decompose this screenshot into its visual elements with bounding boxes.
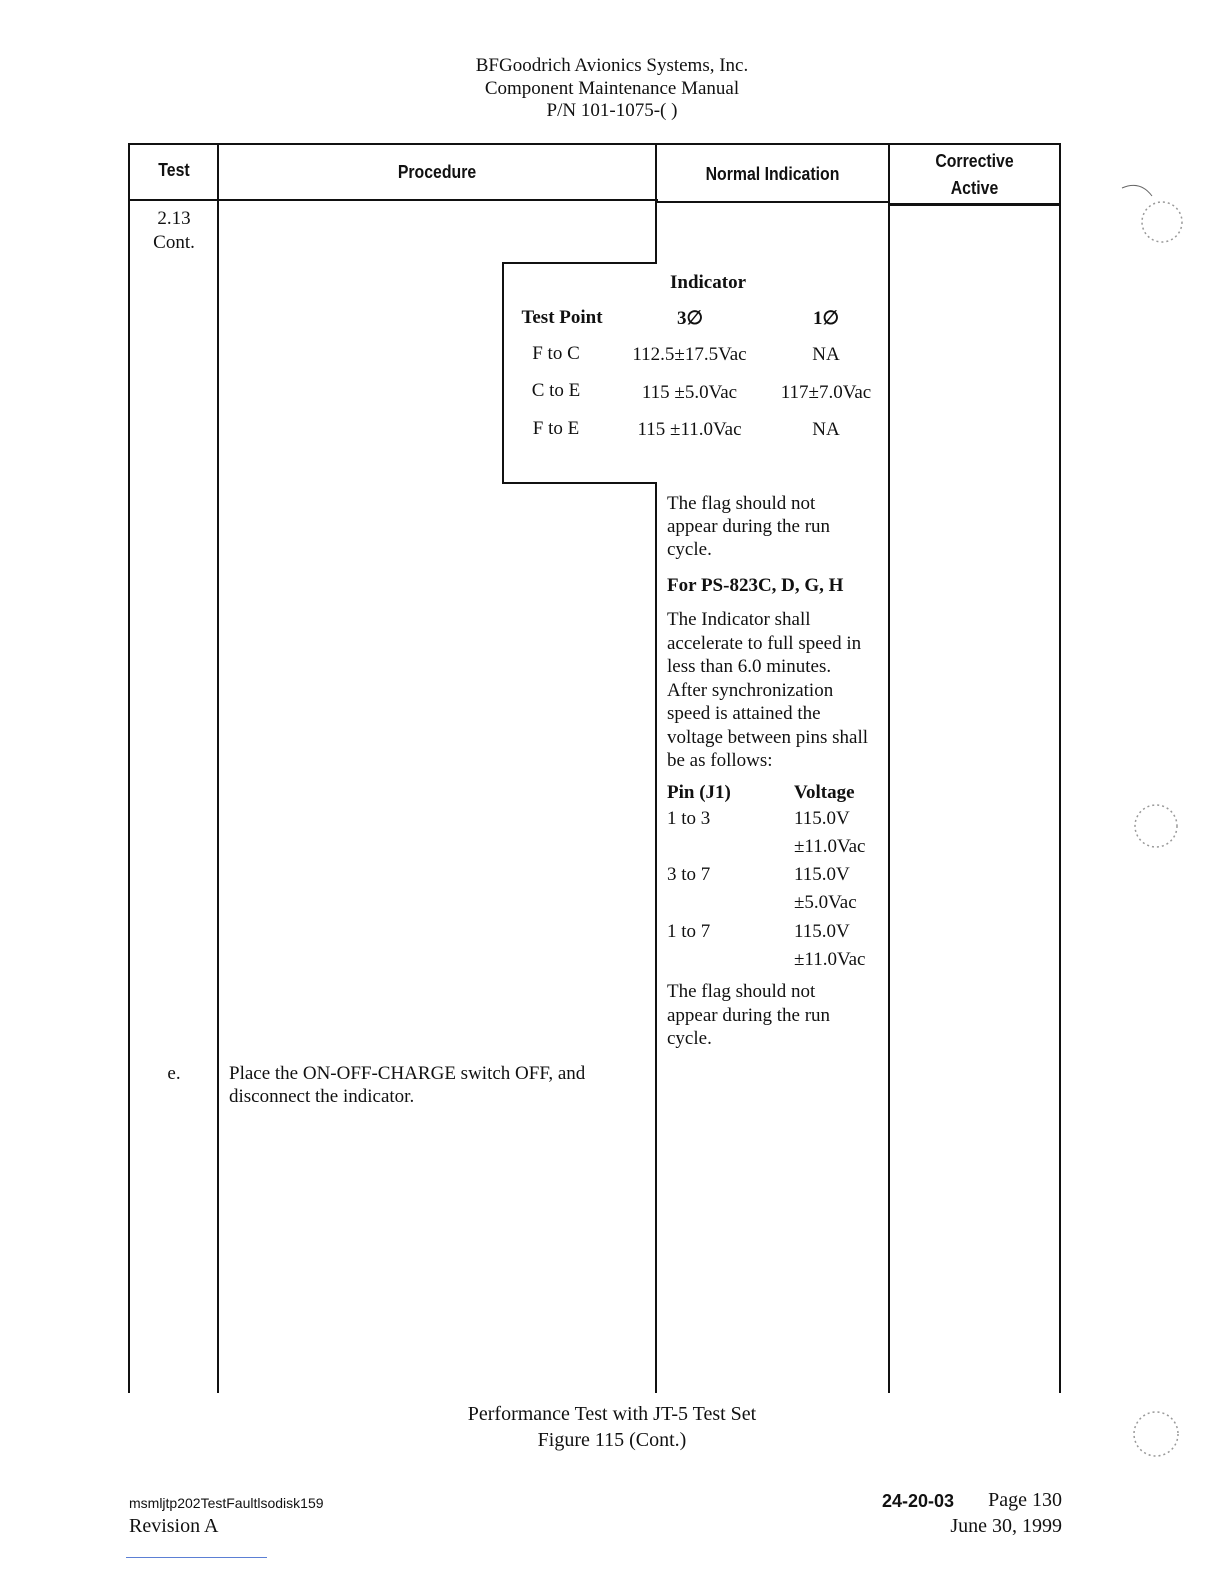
ps-text-line: less than 6.0 minutes. — [667, 656, 832, 677]
pin-tolerance: ±11.0Vac — [794, 836, 866, 857]
ps-text-line: voltage between pins shall — [667, 727, 869, 748]
voltage-table-cell: 117±7.0Vac — [780, 382, 872, 403]
figure-title: Performance Test with JT-5 Test Set — [467, 1403, 757, 1425]
footer-date: June 30, 1999 — [950, 1515, 1062, 1537]
column-header-corrective-line2: Active — [950, 178, 999, 198]
table-left-border — [128, 143, 130, 1393]
voltage-box-top — [502, 262, 657, 264]
voltage-box-left — [502, 262, 504, 484]
voltage-table-cell: C to E — [531, 380, 581, 401]
flag-note-line: cycle. — [667, 1028, 712, 1049]
column-header-normal-indication: Normal Indication — [705, 164, 840, 184]
procedure-column-divider-bottom — [655, 482, 657, 1393]
header-bottom-border-mid — [656, 201, 888, 203]
voltage-table-cell: F to C — [532, 343, 580, 364]
column-header-test: Test — [158, 160, 190, 180]
voltage-column-header: Voltage — [794, 782, 855, 803]
indication-column-divider — [888, 143, 890, 1393]
voltage-table-cell: 115 ±11.0Vac — [637, 419, 742, 440]
voltage-table-cell: F to E — [532, 418, 580, 439]
voltage-box-bottom — [502, 482, 657, 484]
part-number: P/N 101-1075-( ) — [546, 100, 678, 121]
footer-page: Page 130 — [988, 1489, 1062, 1511]
step-procedure-line: Place the ON-OFF-CHARGE switch OFF, and — [229, 1063, 586, 1084]
column-header-procedure: Procedure — [397, 162, 477, 182]
flag-note-line: appear during the run — [667, 1005, 831, 1026]
pin-tolerance: ±11.0Vac — [794, 949, 866, 970]
pin-voltage: 115.0V — [794, 864, 850, 885]
pin-pair: 1 to 3 — [667, 808, 711, 829]
voltage-table-cell: 115 ±5.0Vac — [641, 382, 738, 403]
flag-note-line: appear during the run — [667, 516, 831, 537]
ps-text-line: speed is attained the — [667, 703, 821, 724]
ps-text-line: accelerate to full speed in — [667, 633, 862, 654]
column-header-corrective-line1: Corrective — [935, 151, 1014, 171]
voltage-table-cell: 112.5±17.5Vac — [632, 344, 747, 365]
pin-tolerance: ±5.0Vac — [794, 892, 857, 913]
footer-revision: Revision A — [129, 1515, 219, 1537]
pin-column-header: Pin (J1) — [667, 782, 731, 803]
manual-title: Component Maintenance Manual — [484, 78, 740, 99]
voltage-table-header-test-point: Test Point — [521, 307, 603, 328]
pin-voltage: 115.0V — [794, 808, 850, 829]
voltage-table-header-three-phase: 3∅ — [676, 308, 704, 329]
pin-pair: 3 to 7 — [667, 864, 711, 885]
procedure-column-divider-top — [655, 143, 657, 264]
ps-text-line: be as follows: — [667, 750, 773, 771]
figure-number: Figure 115 (Cont.) — [537, 1429, 687, 1451]
table-right-border — [1059, 143, 1061, 1393]
voltage-table-cell: NA — [812, 344, 840, 365]
punch-hole-top — [1118, 182, 1188, 252]
table-top-border — [128, 143, 1060, 145]
pin-voltage: 115.0V — [794, 921, 850, 942]
voltage-table-cell: NA — [812, 419, 840, 440]
flag-note-line: cycle. — [667, 539, 712, 560]
flag-note-line: The flag should not — [667, 981, 816, 1002]
voltage-table-group-header: Indicator — [670, 272, 746, 293]
flag-note-line: The flag should not — [667, 493, 816, 514]
company-name: BFGoodrich Avionics Systems, Inc. — [475, 55, 749, 76]
test-column-divider — [217, 143, 219, 1393]
step-label: e. — [167, 1063, 181, 1084]
footer-filename: msmljtp202TestFaultlsodisk159 — [129, 1495, 324, 1511]
header-bottom-border-right — [888, 203, 1060, 206]
step-procedure-line: disconnect the indicator. — [229, 1086, 415, 1107]
ps-model-heading: For PS-823C, D, G, H — [667, 575, 844, 596]
test-number: 2.13 — [157, 208, 191, 229]
header-bottom-border — [128, 199, 658, 201]
ps-text-line: The Indicator shall — [667, 609, 811, 630]
scan-underline-mark — [126, 1557, 267, 1558]
punch-hole-bottom — [1118, 1400, 1188, 1470]
punch-hole-middle — [1118, 790, 1188, 860]
test-number-cont: Cont. — [153, 232, 195, 253]
ps-text-line: After synchronization — [667, 680, 834, 701]
footer-doc-number: 24-20-03 — [882, 1491, 955, 1511]
voltage-table-header-single-phase: 1∅ — [812, 308, 840, 329]
pin-pair: 1 to 7 — [667, 921, 711, 942]
